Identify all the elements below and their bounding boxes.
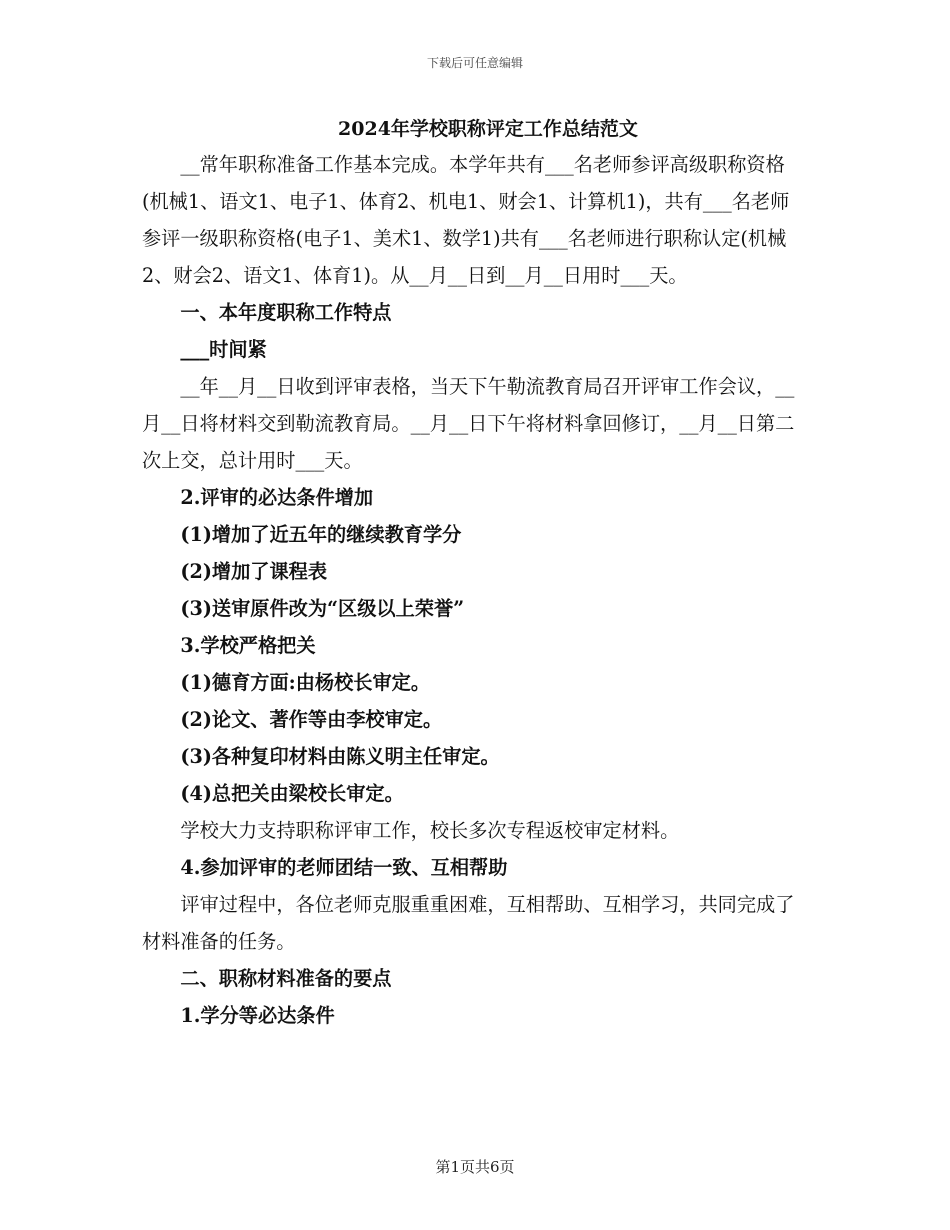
section-heading: (2)论文、著作等由李校审定。 [180,708,443,731]
body-paragraph: __年__月__日收到评审表格，当天下午勒流教育局召开评审工作会议，__月__日将材料交到勒流教育局。__月__日下午将材料拿回修订，__月__日第二次上交，总计用时___天。 [142,375,795,472]
section-heading: (3)各种复印材料由陈义明主任审定。 [180,745,500,768]
body-paragraph: __常年职称准备工作基本完成。本学年共有___名老师参评高级职称资格(机械1、语文1、电子1、体育2、机电1、财会1、计算机1)，共有___名老师参评一级职称资格(电子1、美术1、数学1)共有___名老师进行职称认定(机械2、财会2、语文1、体育1)。从__月__日到__月__日用时___天。 [142,153,790,287]
document-title: 2024年学校职称评定工作总结范文 [338,118,638,140]
page-header: 下载后可任意编辑 [426,56,523,70]
section-heading: 4.参加评审的老师团结一致、互相帮助 [180,856,508,879]
section-heading: ___时间紧 [180,338,267,361]
body-paragraph: 学校大力支持职称评审工作，校长多次专程返校审定材料。 [180,819,680,842]
section-heading: 1.学分等必达条件 [180,1004,335,1027]
document-body [142,112,808,1034]
section-heading: 3.学校严格把关 [180,634,316,657]
section-heading: 一、本年度职称工作特点 [180,301,392,324]
body-paragraph: 评审过程中，各位老师克服重重困难，互相帮助、互相学习，共同完成了材料准备的任务。 [142,893,795,953]
paragraph-list [142,146,808,1034]
section-heading: (1)增加了近五年的继续教育学分 [180,523,462,546]
section-heading: (4)总把关由梁校长审定。 [180,782,404,805]
page-footer: 第1页共6页 [435,1158,515,1176]
section-heading: (2)增加了课程表 [180,560,328,583]
section-heading: 2.评审的必达条件增加 [180,486,374,509]
section-heading: (1)德育方面:由杨校长审定。 [180,671,431,694]
section-heading: (3)送审原件改为“区级以上荣誉” [180,597,465,620]
section-heading: 二、职称材料准备的要点 [180,967,392,990]
